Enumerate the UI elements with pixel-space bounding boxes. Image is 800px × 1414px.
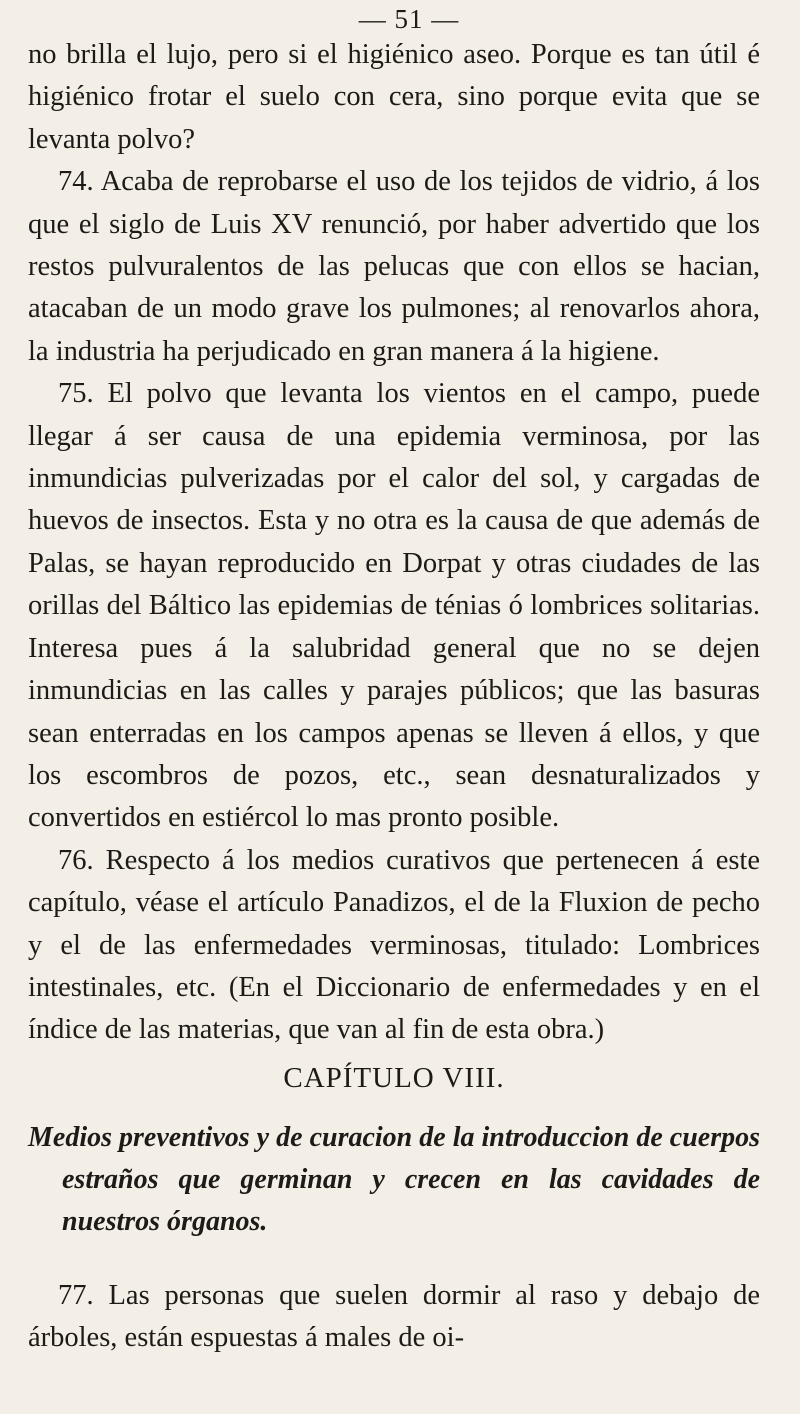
chapter-subtitle: Medios preventivos y de curacion de la introduccion de cuerpos estraños que germinan y crecen en las cavidades de nuestros órganos. [28, 1121, 760, 1237]
paragraph-74: 74. Acaba de reprobarse el uso de los tejidos de vidrio, á los que el siglo de Luis XV renunció, por haber advertido que los restos pulvuralentos de las pelucas que con ellos se hacian, atacaban de un modo grave los pulmones; al renovarlos ahora, la industria ha perjudicado en gran manera á la higiene. [28, 166, 760, 367]
paragraph-continuation: no brilla el lujo, pero si el higiénico aseo. Porque es tan útil é higiénico frotar el suelo con cera, sino porque evita que se levanta polvo? [28, 39, 760, 155]
paragraph-75: 75. El polvo que levanta los vientos en el campo, puede llegar á ser causa de una epidemia verminosa, por las inmundicias pulverizadas por el calor del sol, y cargadas de huevos de insectos. Esta y no otra es la causa de que además de Palas, se hayan reproducido en Dorpat y otras ciudades de las orillas del Báltico las epidemias de ténias ó lombrices solitarias. Interesa pues á la salubridad general que no se dejen inmundicias en las calles y parajes públicos; que las basuras sean enterradas en los campos apenas se lleven á ellos, y que los escombros de pozos, etc., sean desnaturalizados y convertidos en estiércol lo mas pronto posible. [28, 378, 760, 834]
paragraph-77: 77. Las personas que suelen dormir al raso y debajo de árboles, están espuestas á males de oi- [28, 1279, 760, 1354]
body-text-after-chapter [28, 1275, 760, 1360]
paragraph-76: 76. Respecto á los medios curativos que pertenecen á este capítulo, véase el artículo Panadizos, el de la Fluxion de pecho y el de las enfermedades verminosas, titulado: Lombrices intestinales, etc. (En el Diccionario de enfermedades y en el índice de las materias, que van al fin de esta obra.) [28, 844, 760, 1046]
page-number: — 51 — [358, 4, 460, 34]
body-text [28, 34, 760, 1052]
chapter-heading: CAPÍTULO VIII. [283, 1061, 505, 1094]
